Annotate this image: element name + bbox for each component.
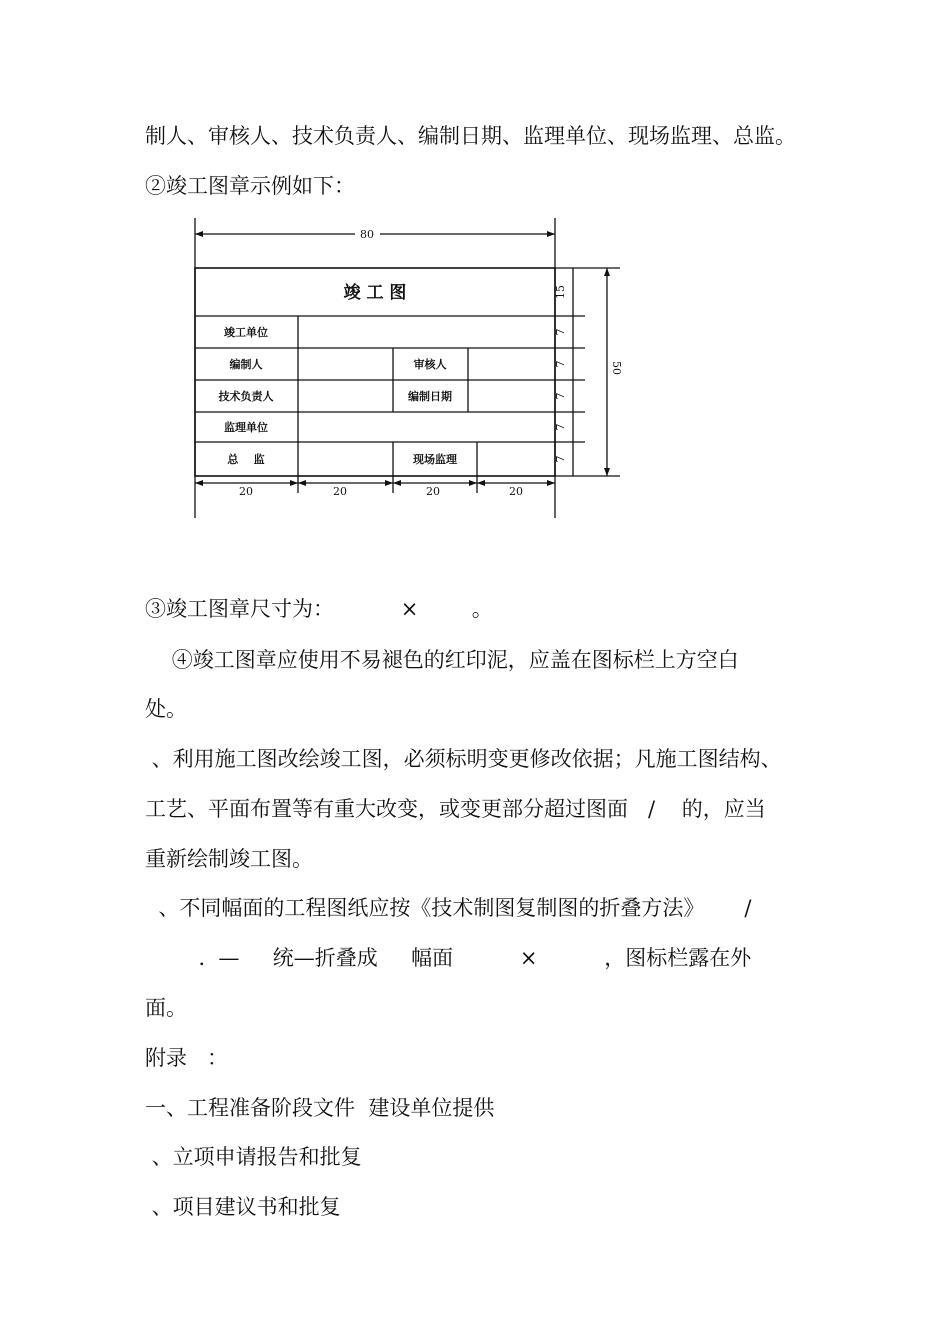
list-item: 、项目建议书和批复 <box>145 1195 341 1219</box>
row-dimension-label: 7 <box>554 360 567 368</box>
row-dimension-label: 7 <box>554 392 567 400</box>
label-site-supervisor: 现场监理 <box>413 453 457 466</box>
text-line: ④竣工图章应使用不易褪色的红印泥，应盖在图标栏上方空白 <box>145 648 739 672</box>
text-line: 工艺、平面布置等有重大改变，或变更部分超过图面 / 的，应当 <box>145 797 766 821</box>
label-reviewer: 审核人 <box>413 358 447 371</box>
stamp-title: 竣 工 图 <box>343 283 407 303</box>
column-dimension-label: 20 <box>426 485 440 498</box>
text-line: 处。 <box>145 697 187 721</box>
text-line: 面。 <box>145 996 187 1020</box>
label-compiler: 编制人 <box>229 358 263 371</box>
text-line: 附录 ： <box>145 1046 229 1070</box>
label-contractor: 竣工单位 <box>224 326 268 339</box>
column-dimension-label: 20 <box>333 485 347 498</box>
row-dimension-label: 7 <box>554 455 567 463</box>
row-dimension-label: 7 <box>554 423 567 431</box>
text-line: 、利用施工图改绘竣工图，必须标明变更修改依据；凡施工图结构、 <box>145 747 782 771</box>
text-line: ②竣工图章示例如下： <box>145 174 355 198</box>
text-line: 重新绘制竣工图。 <box>145 847 313 871</box>
text-line: ③竣工图章尺寸为： × 。 <box>145 597 493 621</box>
row-dimension-label: 15 <box>554 285 567 299</box>
text-line: 制人、审核人、技术负责人、编制日期、监理单位、现场监理、总监。 <box>145 124 796 148</box>
column-dimension-label: 20 <box>509 485 523 498</box>
width-dimension-label: 80 <box>360 228 374 241</box>
label-tech-lead: 技术负责人 <box>218 390 274 403</box>
label-supervision-unit: 监理单位 <box>224 421 268 434</box>
label-compile-date: 编制日期 <box>408 390 452 403</box>
label-chief-supervisor: 总 监 <box>227 453 265 466</box>
section-heading: 一、工程准备阶段文件 建设单位提供 <box>145 1096 495 1120</box>
row-dimension-label: 7 <box>554 328 567 336</box>
height-dimension-label: 50 <box>610 361 623 375</box>
text-line: 、不同幅面的工程图纸应按《技术制图复制图的折叠方法》 / <box>145 896 752 920</box>
text-line: . — 统—折叠成 幅面 × ，图标栏露在外 <box>145 946 752 970</box>
completion-stamp-figure <box>180 208 650 528</box>
column-dimension-label: 20 <box>239 485 253 498</box>
list-item: 、立项申请报告和批复 <box>145 1145 362 1169</box>
